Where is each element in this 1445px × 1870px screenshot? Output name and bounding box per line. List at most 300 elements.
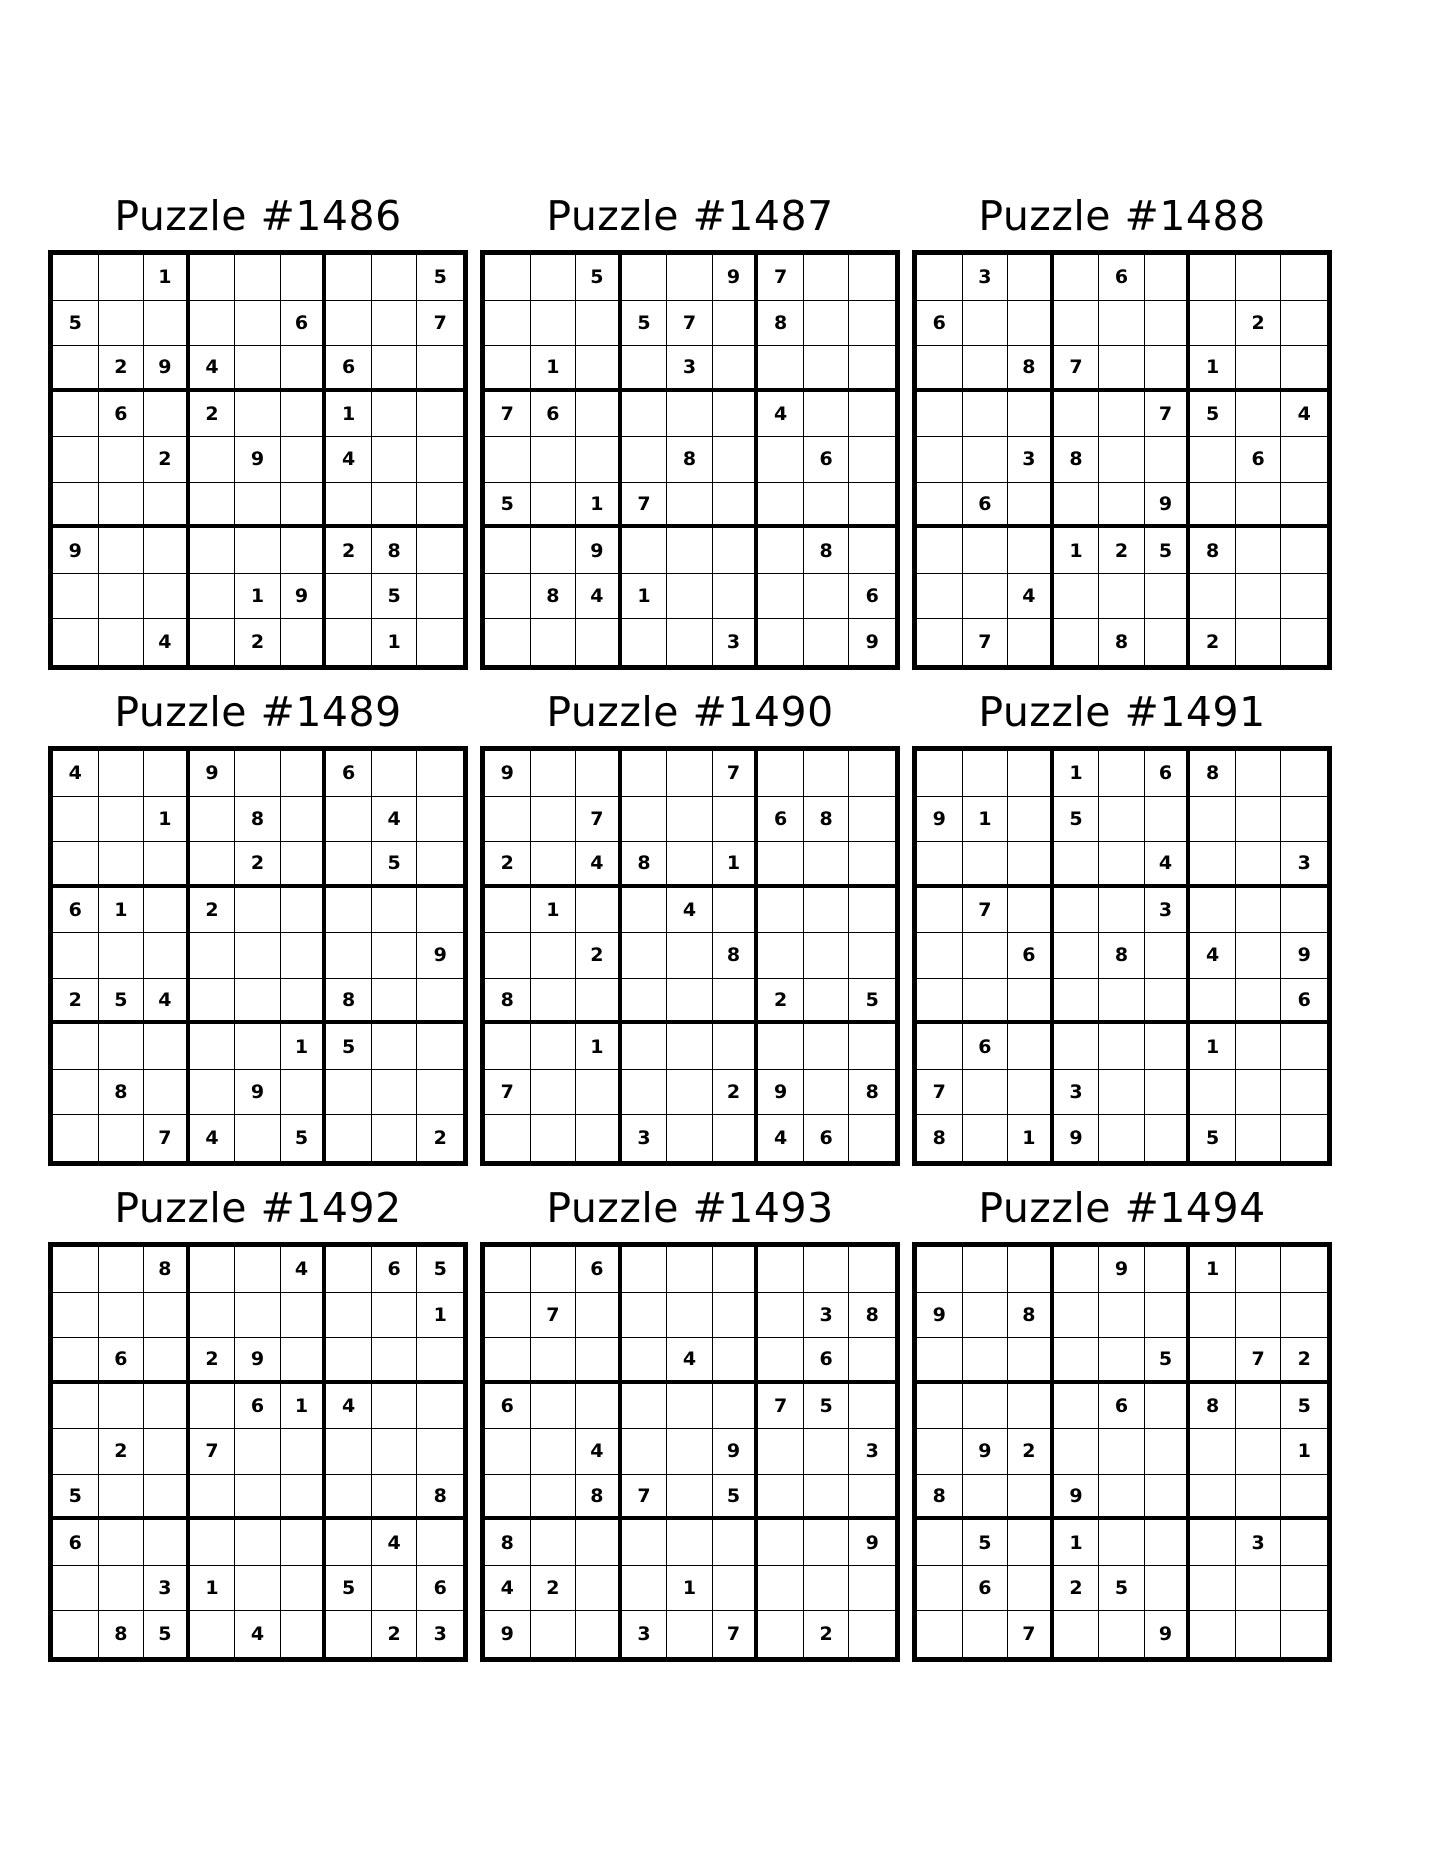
given-cell[interactable]: 9 [1054, 1115, 1100, 1161]
empty-cell[interactable] [485, 1024, 531, 1070]
given-cell[interactable]: 5 [1281, 1384, 1327, 1430]
empty-cell[interactable] [667, 1070, 713, 1116]
empty-cell[interactable] [1190, 1520, 1236, 1566]
empty-cell[interactable] [576, 619, 622, 665]
given-cell[interactable]: 3 [144, 1566, 190, 1612]
given-cell[interactable]: 2 [576, 933, 622, 979]
empty-cell[interactable] [190, 797, 236, 843]
empty-cell[interactable] [667, 1293, 713, 1339]
empty-cell[interactable] [963, 1115, 1009, 1161]
given-cell[interactable]: 2 [1008, 1429, 1054, 1475]
empty-cell[interactable] [485, 1429, 531, 1475]
given-cell[interactable]: 4 [144, 619, 190, 665]
given-cell[interactable]: 1 [963, 797, 1009, 843]
empty-cell[interactable] [849, 1611, 895, 1657]
empty-cell[interactable] [372, 1115, 418, 1161]
given-cell[interactable]: 9 [1281, 933, 1327, 979]
empty-cell[interactable] [1236, 1024, 1282, 1070]
empty-cell[interactable] [758, 1247, 804, 1293]
empty-cell[interactable] [485, 1475, 531, 1521]
empty-cell[interactable] [99, 1115, 145, 1161]
given-cell[interactable]: 7 [917, 1070, 963, 1116]
given-cell[interactable]: 4 [758, 392, 804, 438]
empty-cell[interactable] [190, 979, 236, 1025]
empty-cell[interactable] [190, 1384, 236, 1430]
given-cell[interactable]: 8 [485, 979, 531, 1025]
given-cell[interactable]: 3 [804, 1293, 850, 1339]
empty-cell[interactable] [235, 1024, 281, 1070]
given-cell[interactable]: 8 [849, 1070, 895, 1116]
empty-cell[interactable] [963, 528, 1009, 574]
empty-cell[interactable] [99, 437, 145, 483]
empty-cell[interactable] [235, 346, 281, 392]
empty-cell[interactable] [144, 574, 190, 620]
empty-cell[interactable] [622, 392, 668, 438]
empty-cell[interactable] [326, 888, 372, 934]
empty-cell[interactable] [190, 1247, 236, 1293]
empty-cell[interactable] [1054, 301, 1100, 347]
given-cell[interactable]: 2 [485, 842, 531, 888]
empty-cell[interactable] [1236, 1247, 1282, 1293]
empty-cell[interactable] [1145, 1429, 1191, 1475]
empty-cell[interactable] [53, 1429, 99, 1475]
empty-cell[interactable] [576, 751, 622, 797]
empty-cell[interactable] [53, 437, 99, 483]
empty-cell[interactable] [1054, 979, 1100, 1025]
empty-cell[interactable] [804, 933, 850, 979]
empty-cell[interactable] [849, 1247, 895, 1293]
given-cell[interactable]: 6 [963, 1566, 1009, 1612]
given-cell[interactable]: 7 [963, 619, 1009, 665]
given-cell[interactable]: 6 [963, 1024, 1009, 1070]
given-cell[interactable]: 2 [326, 528, 372, 574]
empty-cell[interactable] [1281, 346, 1327, 392]
given-cell[interactable]: 4 [1190, 933, 1236, 979]
empty-cell[interactable] [235, 392, 281, 438]
empty-cell[interactable] [917, 392, 963, 438]
given-cell[interactable]: 9 [190, 751, 236, 797]
empty-cell[interactable] [713, 1024, 759, 1070]
empty-cell[interactable] [326, 1293, 372, 1339]
given-cell[interactable]: 4 [1145, 842, 1191, 888]
empty-cell[interactable] [1008, 1024, 1054, 1070]
given-cell[interactable]: 8 [758, 301, 804, 347]
given-cell[interactable]: 1 [576, 1024, 622, 1070]
empty-cell[interactable] [758, 346, 804, 392]
empty-cell[interactable] [326, 1475, 372, 1521]
given-cell[interactable]: 1 [576, 483, 622, 529]
given-cell[interactable]: 1 [190, 1566, 236, 1612]
empty-cell[interactable] [281, 1070, 327, 1116]
given-cell[interactable]: 2 [99, 1429, 145, 1475]
empty-cell[interactable] [326, 1247, 372, 1293]
empty-cell[interactable] [1099, 1475, 1145, 1521]
given-cell[interactable]: 1 [1054, 751, 1100, 797]
empty-cell[interactable] [622, 1384, 668, 1430]
given-cell[interactable]: 5 [372, 574, 418, 620]
empty-cell[interactable] [372, 1070, 418, 1116]
empty-cell[interactable] [622, 1024, 668, 1070]
empty-cell[interactable] [531, 437, 577, 483]
empty-cell[interactable] [144, 842, 190, 888]
empty-cell[interactable] [667, 842, 713, 888]
empty-cell[interactable] [372, 1566, 418, 1612]
given-cell[interactable]: 5 [1190, 392, 1236, 438]
empty-cell[interactable] [190, 301, 236, 347]
empty-cell[interactable] [190, 483, 236, 529]
empty-cell[interactable] [1236, 1070, 1282, 1116]
empty-cell[interactable] [963, 346, 1009, 392]
empty-cell[interactable] [758, 574, 804, 620]
empty-cell[interactable] [190, 1611, 236, 1657]
empty-cell[interactable] [1099, 842, 1145, 888]
empty-cell[interactable] [1281, 1611, 1327, 1657]
given-cell[interactable]: 9 [485, 751, 531, 797]
given-cell[interactable]: 8 [1190, 751, 1236, 797]
empty-cell[interactable] [326, 1338, 372, 1384]
empty-cell[interactable] [531, 933, 577, 979]
empty-cell[interactable] [963, 574, 1009, 620]
given-cell[interactable]: 1 [667, 1566, 713, 1612]
empty-cell[interactable] [281, 1611, 327, 1657]
empty-cell[interactable] [758, 888, 804, 934]
empty-cell[interactable] [1145, 797, 1191, 843]
empty-cell[interactable] [667, 1024, 713, 1070]
empty-cell[interactable] [758, 1429, 804, 1475]
given-cell[interactable]: 6 [235, 1384, 281, 1430]
empty-cell[interactable] [917, 1566, 963, 1612]
empty-cell[interactable] [144, 483, 190, 529]
empty-cell[interactable] [849, 1338, 895, 1384]
empty-cell[interactable] [1281, 1566, 1327, 1612]
empty-cell[interactable] [190, 1024, 236, 1070]
empty-cell[interactable] [281, 751, 327, 797]
empty-cell[interactable] [804, 1566, 850, 1612]
given-cell[interactable]: 7 [713, 751, 759, 797]
empty-cell[interactable] [531, 528, 577, 574]
empty-cell[interactable] [53, 1293, 99, 1339]
empty-cell[interactable] [485, 346, 531, 392]
empty-cell[interactable] [190, 1070, 236, 1116]
empty-cell[interactable] [1099, 483, 1145, 529]
empty-cell[interactable] [190, 619, 236, 665]
empty-cell[interactable] [1236, 842, 1282, 888]
empty-cell[interactable] [1099, 1024, 1145, 1070]
given-cell[interactable]: 4 [372, 1520, 418, 1566]
empty-cell[interactable] [417, 1338, 463, 1384]
empty-cell[interactable] [917, 255, 963, 301]
given-cell[interactable]: 3 [667, 346, 713, 392]
empty-cell[interactable] [1008, 1338, 1054, 1384]
given-cell[interactable]: 3 [433, 1623, 447, 1646]
empty-cell[interactable] [99, 1293, 145, 1339]
empty-cell[interactable] [963, 1338, 1009, 1384]
empty-cell[interactable] [1008, 1384, 1054, 1430]
empty-cell[interactable] [372, 1384, 418, 1430]
given-cell[interactable]: 9 [1054, 1475, 1100, 1521]
empty-cell[interactable] [1145, 619, 1191, 665]
empty-cell[interactable] [667, 1475, 713, 1521]
empty-cell[interactable] [667, 933, 713, 979]
empty-cell[interactable] [849, 1475, 895, 1521]
empty-cell[interactable] [758, 483, 804, 529]
empty-cell[interactable] [917, 888, 963, 934]
given-cell[interactable]: 1 [99, 888, 145, 934]
empty-cell[interactable] [144, 1520, 190, 1566]
given-cell[interactable]: 2 [190, 392, 236, 438]
empty-cell[interactable] [1008, 1475, 1054, 1521]
empty-cell[interactable] [849, 1384, 895, 1430]
empty-cell[interactable] [713, 979, 759, 1025]
empty-cell[interactable] [713, 1338, 759, 1384]
given-cell[interactable]: 6 [917, 301, 963, 347]
empty-cell[interactable] [281, 1429, 327, 1475]
given-cell[interactable]: 7 [1054, 346, 1100, 392]
empty-cell[interactable] [53, 1247, 99, 1293]
empty-cell[interactable] [804, 1475, 850, 1521]
empty-cell[interactable] [917, 528, 963, 574]
empty-cell[interactable] [713, 1247, 759, 1293]
empty-cell[interactable] [1281, 619, 1327, 665]
given-cell[interactable]: 6 [804, 1338, 850, 1384]
given-cell[interactable]: 1 [417, 1293, 463, 1339]
empty-cell[interactable] [326, 1070, 372, 1116]
empty-cell[interactable] [849, 1566, 895, 1612]
empty-cell[interactable] [804, 842, 850, 888]
empty-cell[interactable] [417, 574, 463, 620]
given-cell[interactable]: 8 [622, 842, 668, 888]
empty-cell[interactable] [963, 933, 1009, 979]
given-cell[interactable]: 8 [713, 933, 759, 979]
empty-cell[interactable] [804, 301, 850, 347]
empty-cell[interactable] [576, 1611, 622, 1657]
given-cell[interactable]: 4 [758, 1115, 804, 1161]
empty-cell[interactable] [1099, 979, 1145, 1025]
empty-cell[interactable] [417, 392, 463, 438]
empty-cell[interactable] [758, 1611, 804, 1657]
empty-cell[interactable] [485, 255, 531, 301]
given-cell[interactable]: 3 [1145, 888, 1191, 934]
given-cell[interactable]: 2 [1281, 1338, 1327, 1384]
empty-cell[interactable] [99, 1247, 145, 1293]
empty-cell[interactable] [417, 842, 463, 888]
given-cell[interactable]: 4 [281, 1247, 327, 1293]
empty-cell[interactable] [622, 1293, 668, 1339]
empty-cell[interactable] [1236, 933, 1282, 979]
given-cell[interactable]: 2 [1099, 528, 1145, 574]
given-cell[interactable]: 1 [1190, 346, 1236, 392]
empty-cell[interactable] [804, 979, 850, 1025]
given-cell[interactable]: 9 [713, 255, 759, 301]
empty-cell[interactable] [281, 933, 327, 979]
given-cell[interactable]: 9 [917, 797, 963, 843]
empty-cell[interactable] [485, 437, 531, 483]
empty-cell[interactable] [53, 346, 99, 392]
empty-cell[interactable] [281, 346, 327, 392]
given-cell[interactable]: 7 [758, 255, 804, 301]
given-cell[interactable]: 7 [531, 1293, 577, 1339]
empty-cell[interactable] [281, 392, 327, 438]
empty-cell[interactable] [1008, 483, 1054, 529]
empty-cell[interactable] [417, 437, 463, 483]
empty-cell[interactable] [326, 301, 372, 347]
empty-cell[interactable] [372, 933, 418, 979]
empty-cell[interactable] [1099, 1115, 1145, 1161]
given-cell[interactable]: 3 [1281, 842, 1327, 888]
given-cell[interactable]: 6 [53, 888, 99, 934]
given-cell[interactable]: 1 [144, 255, 190, 301]
empty-cell[interactable] [667, 574, 713, 620]
given-cell[interactable]: 6 [417, 1566, 463, 1612]
empty-cell[interactable] [531, 301, 577, 347]
empty-cell[interactable] [235, 1429, 281, 1475]
empty-cell[interactable] [1099, 574, 1145, 620]
empty-cell[interactable] [1145, 1070, 1191, 1116]
empty-cell[interactable] [281, 1566, 327, 1612]
empty-cell[interactable] [1008, 1566, 1054, 1612]
given-cell[interactable]: 1 [281, 1384, 327, 1430]
empty-cell[interactable] [713, 528, 759, 574]
empty-cell[interactable] [144, 1024, 190, 1070]
empty-cell[interactable] [1145, 346, 1191, 392]
empty-cell[interactable] [667, 979, 713, 1025]
empty-cell[interactable] [372, 255, 418, 301]
given-cell[interactable]: 1 [531, 346, 577, 392]
given-cell[interactable]: 2 [372, 1611, 418, 1657]
empty-cell[interactable] [804, 751, 850, 797]
given-cell[interactable]: 5 [417, 255, 463, 301]
given-cell[interactable]: 1 [144, 797, 190, 843]
given-cell[interactable]: 7 [1236, 1338, 1282, 1384]
empty-cell[interactable] [235, 1247, 281, 1293]
empty-cell[interactable] [667, 1520, 713, 1566]
given-cell[interactable]: 8 [1099, 933, 1145, 979]
empty-cell[interactable] [849, 1115, 895, 1161]
empty-cell[interactable] [235, 1475, 281, 1521]
empty-cell[interactable] [804, 392, 850, 438]
empty-cell[interactable] [667, 1115, 713, 1161]
given-cell[interactable]: 5 [144, 1611, 190, 1657]
empty-cell[interactable] [281, 1293, 327, 1339]
given-cell[interactable]: 5 [372, 842, 418, 888]
empty-cell[interactable] [713, 346, 759, 392]
given-cell[interactable]: 1 [326, 392, 372, 438]
empty-cell[interactable] [531, 1115, 577, 1161]
empty-cell[interactable] [1008, 1247, 1054, 1293]
empty-cell[interactable] [417, 346, 463, 392]
given-cell[interactable]: 8 [1008, 346, 1054, 392]
empty-cell[interactable] [326, 619, 372, 665]
empty-cell[interactable] [1099, 1293, 1145, 1339]
given-cell[interactable]: 6 [53, 1520, 99, 1566]
empty-cell[interactable] [576, 1115, 622, 1161]
given-cell[interactable]: 6 [99, 392, 145, 438]
empty-cell[interactable] [667, 751, 713, 797]
empty-cell[interactable] [576, 1070, 622, 1116]
empty-cell[interactable] [1236, 1384, 1282, 1430]
empty-cell[interactable] [1190, 574, 1236, 620]
empty-cell[interactable] [1008, 888, 1054, 934]
empty-cell[interactable] [1099, 346, 1145, 392]
empty-cell[interactable] [622, 933, 668, 979]
empty-cell[interactable] [326, 574, 372, 620]
given-cell[interactable]: 8 [1190, 1384, 1236, 1430]
empty-cell[interactable] [372, 483, 418, 529]
empty-cell[interactable] [917, 979, 963, 1025]
empty-cell[interactable] [417, 528, 463, 574]
empty-cell[interactable] [99, 255, 145, 301]
empty-cell[interactable] [1236, 1293, 1282, 1339]
empty-cell[interactable] [1190, 437, 1236, 483]
empty-cell[interactable] [804, 1247, 850, 1293]
given-cell[interactable]: 4 [326, 437, 372, 483]
empty-cell[interactable] [372, 301, 418, 347]
empty-cell[interactable] [485, 888, 531, 934]
empty-cell[interactable] [190, 1520, 236, 1566]
given-cell[interactable]: 8 [804, 528, 850, 574]
given-cell[interactable]: 7 [144, 1115, 190, 1161]
empty-cell[interactable] [713, 483, 759, 529]
empty-cell[interactable] [1281, 255, 1327, 301]
given-cell[interactable]: 2 [531, 1566, 577, 1612]
empty-cell[interactable] [963, 1384, 1009, 1430]
given-cell[interactable]: 8 [576, 1475, 622, 1521]
empty-cell[interactable] [576, 1293, 622, 1339]
empty-cell[interactable] [190, 437, 236, 483]
empty-cell[interactable] [849, 751, 895, 797]
empty-cell[interactable] [849, 888, 895, 934]
given-cell[interactable]: 2 [758, 979, 804, 1025]
empty-cell[interactable] [1236, 797, 1282, 843]
empty-cell[interactable] [417, 1520, 463, 1566]
empty-cell[interactable] [53, 933, 99, 979]
given-cell[interactable]: 9 [1099, 1247, 1145, 1293]
given-cell[interactable]: 6 [531, 392, 577, 438]
empty-cell[interactable] [758, 1566, 804, 1612]
empty-cell[interactable] [1145, 1024, 1191, 1070]
empty-cell[interactable] [622, 528, 668, 574]
given-cell[interactable]: 9 [1145, 483, 1191, 529]
given-cell[interactable]: 5 [713, 1475, 759, 1521]
empty-cell[interactable] [281, 1520, 327, 1566]
empty-cell[interactable] [190, 842, 236, 888]
empty-cell[interactable] [1281, 1070, 1327, 1116]
empty-cell[interactable] [144, 392, 190, 438]
empty-cell[interactable] [53, 1070, 99, 1116]
given-cell[interactable]: 6 [963, 483, 1009, 529]
empty-cell[interactable] [326, 1115, 372, 1161]
given-cell[interactable]: 1 [1054, 1520, 1100, 1566]
given-cell[interactable]: 1 [1008, 1115, 1054, 1161]
empty-cell[interactable] [1054, 619, 1100, 665]
given-cell[interactable]: 5 [963, 1520, 1009, 1566]
empty-cell[interactable] [190, 933, 236, 979]
empty-cell[interactable] [667, 483, 713, 529]
empty-cell[interactable] [1145, 1475, 1191, 1521]
given-cell[interactable]: 9 [144, 346, 190, 392]
given-cell[interactable]: 7 [667, 301, 713, 347]
empty-cell[interactable] [99, 528, 145, 574]
empty-cell[interactable] [1145, 574, 1191, 620]
given-cell[interactable]: 1 [372, 619, 418, 665]
empty-cell[interactable] [713, 1566, 759, 1612]
empty-cell[interactable] [53, 619, 99, 665]
empty-cell[interactable] [849, 346, 895, 392]
given-cell[interactable]: 8 [1099, 619, 1145, 665]
empty-cell[interactable] [326, 842, 372, 888]
given-cell[interactable]: 8 [667, 437, 713, 483]
given-cell[interactable]: 5 [1190, 1115, 1236, 1161]
